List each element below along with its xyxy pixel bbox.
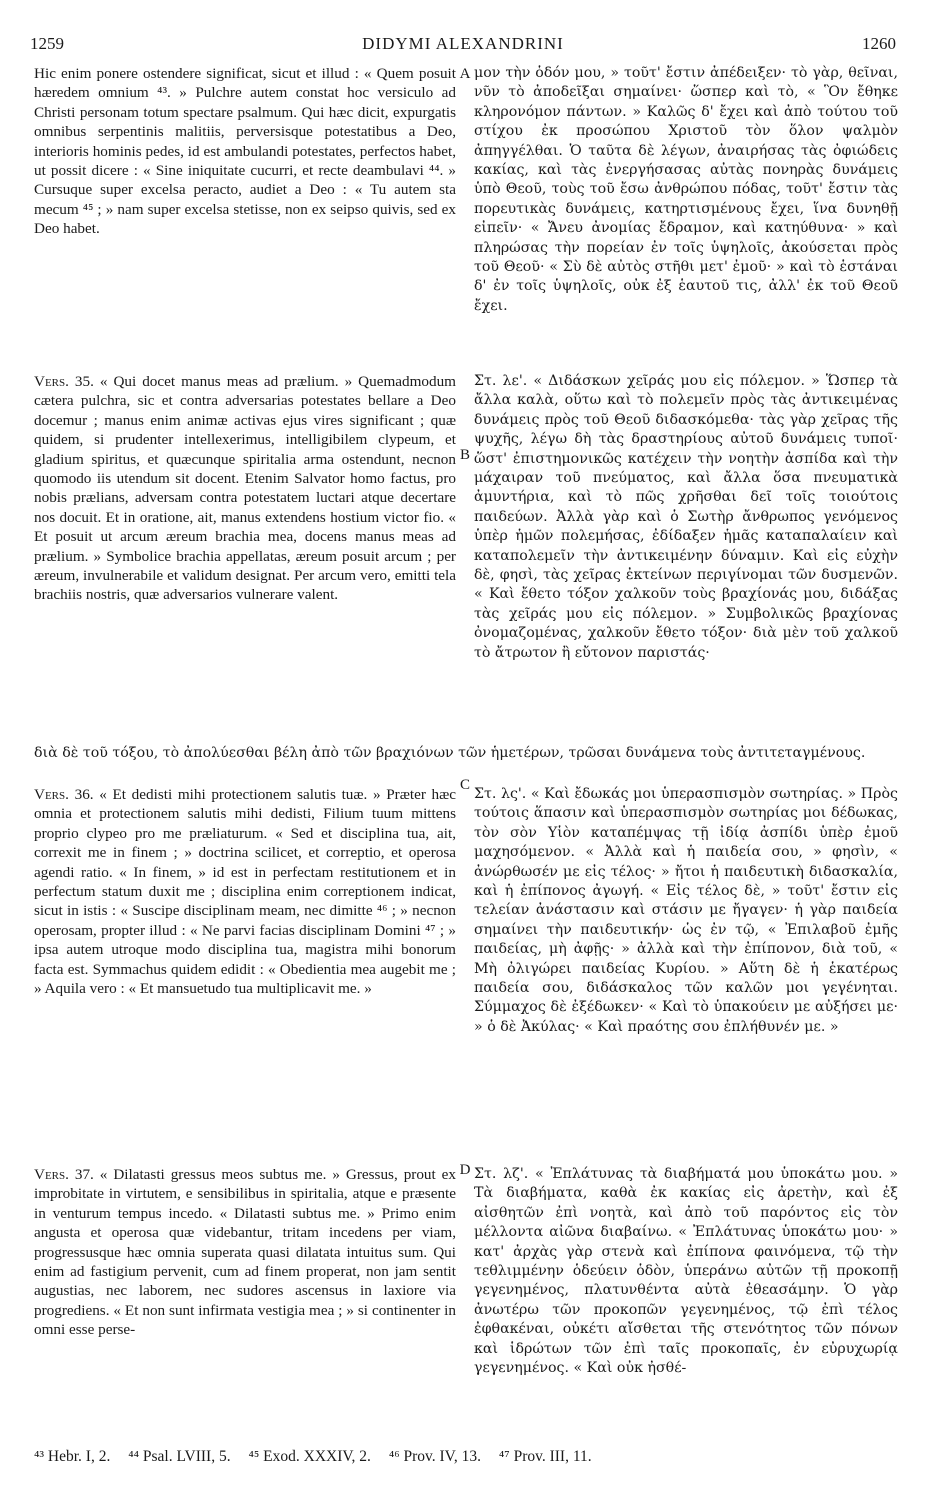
greek-paragraph-a: μον τὴν ὁδόν μου, » τοῦτ' ἔστιν ἀπέδειξεν· τὸ γὰρ, θεῖναι, νῦν τὸ ἀποδεῖξαι σημαίνει· ὥσπερ καὶ τὸ, « Ὃν ἔθηκε κληρονόμον πάντων. » Καλῶς δ' ἔχει καὶ ἀπὸ τούτου τοῦ στίχου ἐκ προσώπου Χριστοῦ τὸν ὅλον ψαλμὸν ἀπηγγέλθαι. Ὁ ταῦτα δὲ λέγων, ἀναιρήσας τὰς ὀφιώδεις κακίας, καὶ τὰς ἐνεργήσασας αὐτὰς πονηρὰς δυνάμεις ὑπὸ Θεοῦ, τοὺς τοῦ ἔσω ἀνθρώπου πόδας, τοῦτ' ἔστιν τὰς πορευτικὰς δυνάμεις, κατηρτισμένους ἔχει, ἵνα δυνηθῇ εἰπεῖν· « Ἄνευ ἀνομίας ἔδραμον, καὶ κατηύθυνα· » καὶ πληρώσας τὴν πορείαν ἐν τοῖς ὑψηλοῖς, ἀκούσεται πρὸς τοῦ Θεοῦ· « Σὺ δὲ αὐτὸς στῆθι μετ' ἐμοῦ· » καὶ τὸ ἑστάναι δ' ἐν τοῖς ὑψηλοῖς, οὐκ ἐξ ἑαυτοῦ τις, ἀλλ' ἐκ τοῦ Θεοῦ ἔχει. <box>474 65 898 314</box>
latin-paragraph-b: « Qui docet manus meas ad prælium. » Quemadmodum cætera pulchra, sic et contra adversarias potestates bellare a Deo docemur ; manus enim animæ activas ejus vires significant ; quæ quidem, si prudenter intellexerimus, intelligibilem clypeum, et gladium spiritus, et quæcunque spiritalia arma ostendunt, necnon quomodo iis utendum sit docent. Etenim Salvator homo factus, pro nobis prælians, adversam contra potestatem luctari atque decertare nos docuit. Et in oratione, ait, manus extendens hostium victor fio. « Et posuit ut arcum æreum brachia mea, docens manus meas ad prælium. » Symbolice brachia appellatas, æreum posuit arcum ; per æreum, invulnerabile et validum designat. Per arcum vero, emitti tela brachiis nostris, quæ adversarios vulnerare valent. <box>34 373 456 604</box>
greek-paragraph-b: « Διδάσκων χεῖράς μου εἰς πόλεμον. » Ὥσπερ τὰ ἄλλα καλὰ, οὕτω καὶ τὸ πολεμεῖν πρὸς τὰς ἀντικειμένας δυνάμεις πρὸς τοῦ Θεοῦ διδασκόμεθα· τὰς γὰρ χεῖρας τῆς ψυχῆς, λέγω δὴ τὰς δραστηρίους αὐτοῦ δυνάμεις τυποῖ· ὥστ' ἐπιστημονικῶς κατέχειν τὴν νοητὴν ἀσπίδα καὶ τὴν μάχαιραν τοῦ πνεύματος, καὶ ἄλλα ὅσα πνευματικὰ ἀμυντήρια, καὶ τὸ πῶς χρῆσθαι δεῖ τοῖς τοιούτοις παιδεύων. Ἀλλὰ γὰρ καὶ ὁ Σωτὴρ ἄνθρωπος γενόμενος ὑπὲρ ἡμῶν πολεμήσας, ἐδίδαξεν ἡμᾶς καταπαλαίειν καὶ καταπολεμεῖν τὴν ἀντικειμένην δύναμιν. Καὶ εἰς εὐχὴν δὲ, φησὶ, τὰς χεῖρας ἐκτείνων περιγίνομαι τῶν δυσμενῶν. « Καὶ ἔθετο τόξον χαλκοῦν τοὺς βραχίονάς μου, διδάξας τὰς χεῖράς μου εἰς πόλεμον. » Συμβολικῶς βραχίονας ὀνομαζομένας, χαλκοῦν ἔθετο τόξον· διὰ μὲν τοῦ χαλκοῦ τὸ ἄτρωτον ἢ εὔτονον παριστάς· <box>474 373 898 661</box>
footnote-46: ⁴⁶ Prov. IV, 13. <box>388 1448 482 1465</box>
greek-verse-label-36: Στ. λς'. <box>474 786 527 802</box>
latin-paragraph-a: Hic enim ponere ostendere significat, sicut et illud : « Quem posuit hæredem omnium ⁴³. » Pulchre autem constat hoc versiculo ad Christi personam totum spectare psalmum. Qui hæc dicit, expurgatis omnibus serpentinis malitiis, perversisque potestatibus a Deo, interioris hominis pedes, id est ambulandi potestates, perfectos habet, ut possit dicere : « Sine iniquitate cucurri, et recte deambulavi ⁴⁴. » Cursuque super excelsa peracto, audiet a Deo : « Tu autem sta mecum ⁴⁵ ; » nam super excelsa stetisse, non ex seipso quivis, sed ex Deo habet. <box>34 65 456 238</box>
greek-block-a <box>474 64 898 356</box>
greek-paragraph-d: « Ἐπλάτυνας τὰ διαβήματά μου ὑποκάτω μου. » Τὰ διαβήματα, καθὰ ἐκ κακίας εἰς ἀρετὴν, καὶ ἐξ αἰσθητῶν ἐπὶ νοητὰ, καὶ ἀπὸ τοῦ παρόντος εἰς τὸν μέλλοντα αἰῶνα διαβαίνω. « Ἐπλάτυνας ὑποκάτω μου· » κατ' ἀρχὰς γὰρ στενὰ καὶ ἐπίπονα φαινόμενα, τῷ τὴν τεθλιμμένην ὁδεύειν ὁδὸν, ὑπεράνω αὐτῶν τῇ προκοπῇ γεγενημένος, πλατυνθέντα αὐτὰ ἐθεασάμην. Ὁ γὰρ ἀνωτέρω τῶν προκοπῶν γεγενημένος, τῷ ἐπὶ τέλος ἐφθακέναι, οὐκέτι αἴσθεται τῆς στενότητος τῶν πόνων καὶ ἱδρώτων τῶν ἐπὶ ταῖς προκοπαῖς, ἐν εὐρυχωρίᾳ γεγενημένος. « Καὶ οὐκ ἠσθέ- <box>474 1166 898 1377</box>
column-number-right: 1260 <box>862 34 896 53</box>
greek-block-b <box>474 372 898 744</box>
running-title: DIDYMI ALEXANDRINI <box>362 34 564 53</box>
column-number-left: 1259 <box>30 34 64 53</box>
latin-block-b <box>34 372 456 744</box>
greek-verse-label-35: Στ. λε'. <box>474 373 528 389</box>
greek-block-d <box>474 1165 898 1455</box>
footnotes <box>34 1448 896 1472</box>
footnote-45: ⁴⁵ Exod. XXXIV, 2. <box>248 1448 371 1465</box>
greek-paragraph-c: « Καὶ ἔδωκάς μοι ὑπερασπισμὸν σωτηρίας. » Πρὸς τούτοις ἅπασιν καὶ ὑπερασπισμὸν σωτηρίας μοι δέδωκας, τὸν σὸν Υἱὸν καταπέμψας τῇ ἰδίᾳ ἀσπίδι ὑπὲρ ἐμοῦ μαχησόμενον. « Ἀλλὰ καὶ ἡ παιδεία σου, » φησὶν, « ἀνώρθωσέν με εἰς τέλος· » ἤτοι ἡ παιδευτικὴ διδασκαλία, καὶ ἡ ἐπίπονος ἀγωγή. « Εἰς τέλος δὲ, » τοῦτ' ἔστιν εἰς τελείαν ἀνάστασιν καὶ στάσιν με ἤγαγεν· ἡ γὰρ παιδεία σημαίνει τὴν παιδευτικήν· ὡς ἐν τῷ, « Ἐπιλαβοῦ ἐμῆς παιδείας, μὴ ἀφῇς· » ἀλλὰ καὶ τὴν ἐπίπονον, διὰ τοῦ, « Μὴ ὀλιγώρει παιδείας Κυρίου. » Αὕτη δὲ ἡ ἑκατέρως παιδεία σου, διδάσκαλος τῶν καλῶν μοι γεγένηται. Σύμμαχος δὲ ἐξέδωκεν· « Καὶ τὸ ὑπακούειν με αὐξήσει με· » ὁ δὲ Ἀκύλας· « Καὶ πραότης σου ἐπλήθυνέν με. » <box>474 786 898 1035</box>
greek-block-c <box>474 785 898 1165</box>
footnote-47: ⁴⁷ Prov. III, 11. <box>498 1448 592 1465</box>
verse-label-36: Vers. 36. <box>34 786 94 803</box>
section-marker-c: C <box>459 777 470 793</box>
section-marker-a: A <box>459 66 471 82</box>
section-marker-b: B <box>459 447 470 463</box>
footnote-44: ⁴⁴ Psal. LVIII, 5. <box>128 1448 231 1465</box>
latin-paragraph-c: « Et dedisti mihi protectionem salutis tuæ. » Præter hæc omnia et protectionem salutis mihi dedisti, Filium tuum mittens proprio clypeo pro me præliaturum. « Sed et disciplina tua, ait, correxit me in finem ; » doctrina scilicet, et correptio, et operosa agendi ratio. « In finem, » id est in perfectam restitutionem et in perfectum statum duxit me ; disciplina enim correptionem indicat, sicut in istis : « Suscipe disciplinam meam, nec dimitte ⁴⁶ ; » necnon operosam, propter illud : « Ne parvi facias disciplinam Domini ⁴⁷ ; » ipsa autem utroque modo disciplina tua, magistra mihi bonorum facta est. Symmachus quidem edidit : « Obedientia mea augebit me ; » Aquila vero : « Et mansuetudo tua multiplicavit me. » <box>34 786 456 998</box>
page-header <box>30 34 896 56</box>
greek-full-width-line: διὰ δὲ τοῦ τόξου, τὸ ἀπολύεσθαι βέλη ἀπὸ τῶν βραχιόνων τῶν ἡμετέρων, τρῶσαι δυνάμενα τοὺς ἀντιτεταγμένους. <box>34 745 866 761</box>
latin-block-c <box>34 785 456 1165</box>
verse-label-37: Vers. 37. <box>34 1166 94 1183</box>
greek-verse-label-37: Στ. λζ'. <box>474 1166 529 1182</box>
verse-label-35: Vers. 35. <box>34 373 94 390</box>
section-marker-d: D <box>459 1162 471 1178</box>
footnote-43: ⁴³ Hebr. I, 2. <box>34 1448 111 1465</box>
latin-paragraph-d: « Dilatasti gressus meos subtus me. » Gressus, prout ex improbitate in virtutem, e sensibilibus in spiritalia, atque e præsente in venturum tempus incedo. « Dilatasti subtus me. » Primo enim angusta et operosa quæ videbantur, tritam incedens per viam, progressusque hæc omnia superata quasi dilatata intuitus sum. Qui enim ad fastigium pervenit, cum ad finem properat, non jam sentit augustias, nec laborem, nec sudores ascensus in laxiore via progrediens. « Et non sunt infirmata vestigia mea ; » si continenter in omni esse perse- <box>34 1166 456 1339</box>
latin-block-a <box>34 64 456 356</box>
latin-block-d <box>34 1165 456 1455</box>
